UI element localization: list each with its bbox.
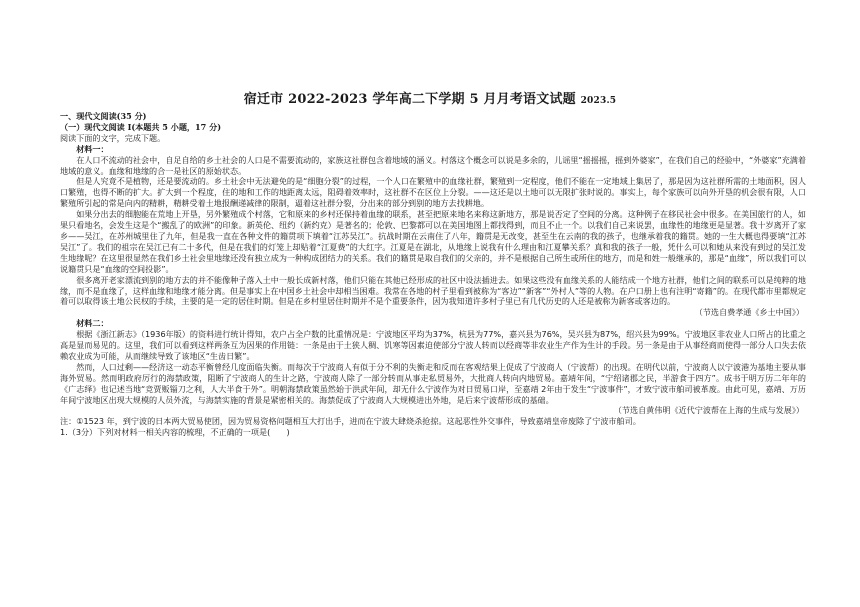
instruction-text: 阅读下面的文字，完成下题。 [60, 132, 166, 143]
material2-label: 材料二： [76, 318, 109, 329]
material2-source: （节选自黄伟明《近代宁波帮在上海的生成与发展》） [613, 405, 804, 416]
footnote: 注：①1523 年，到宁波的日本两大贸易使团，因为贸易资格问题相互大打出手，进而在宁波大肆烧杀抢掠。这起恶性外交事件，导致嘉靖皇帝废除了宁波市舶司。 [60, 416, 641, 427]
subsection-heading: （一）现代文阅读 I(本题共 5 小题，17 分) [60, 121, 222, 132]
material1-paragraph-2: 但是人究竟不是植物，还是要流动的。乡土社会中无法避免的是“细胞分裂”的过程，一个人口在繁殖中的血缘社群，繁殖到一定程度，他们不能在一定地域上集居了，那是因为这社群所需的土地面积，因人口繁殖，也得不断的扩大。扩大到一个程度，住的地和工作的地距离太远，阻碍着效率时，这社群不在区位上分裂。——这还是以土地可以无限扩张时说的。事实上，每个家族可以向外开垦的机会很有限，人口繁殖所引起的常是向内的精耕，精耕受着土地报酬递减律的限制，逼着这社群分裂，分出来的部分到别的地方去找耕地。 [60, 176, 806, 209]
material1-paragraph-1: 在人口不流动的社会中，自足自给的乡土社会的人口是不需要流动的，家族这社群包含着地域的涵义。村落这个概念可以说是多余的，儿谣里“摇摇摇，摇到外婆家”，在我们自己的经验中，“外婆家”充满着地域的意义。血缘和地缘的合一是社区的原始状态。 [60, 154, 806, 176]
material2-paragraph-1: 根据《浙江新志》（1936年版）的资料进行统计得知，农户占全户数的比重情况是：宁波地区平均为37%，杭县为77%，嘉兴县为76%，吴兴县为87%，绍兴县为99%。宁波地区非农业人口所占的比重之高是显而易见的。这里，我们可以看到这样两条互为因果的作用链：一条是由于土狭人稠、饥寒等因素迫使部分宁波人转而以经商等非农业生产作为生计的手段。另一条是由于从事经商而使得一部分人口失去依赖农业成为可能，从而继续导致了该地区“生齿日繁”。 [60, 329, 806, 361]
title-date: 2023.5 [580, 96, 617, 106]
material1-paragraph-4: 很多离开老家漂流到别的地方去的并不能像种子落入土中一般长成新村落，他们只能在其他已经形成的社区中设法插进去。如果这些没有血缘关系的人能结成一个地方社群，他们之间的联系可以是纯粹的地缘，而不是血缘了，这样血缘和地缘才能分离。但是事实上在中国乡土社会中却相当困难。我常在各地的村子里看到被称为“客边”“新客”“外村人”等的人物。在户口册上也有注明“寄籍”的。在现代都市里都规定着可以取得该土地公民权的手续，主要的是一定的居住时期。但是在乡村里居住时期并不是个重要条件，因为我知道许多村子里已有几代历史的人还是被称为新客或客边的。 [60, 274, 806, 307]
document-body [60, 111, 806, 438]
material1-label: 材料一： [76, 143, 109, 154]
document-title [0, 88, 860, 107]
section-heading: 一、现代文阅读(35 分) [60, 111, 147, 121]
title-text: 宿迁市 2022-2023 学年高二下学期 5 月月考语文试题 [243, 92, 576, 107]
material1-paragraph-3: 如果分出去的细胞能在荒地上开垦，另外繁殖成个村落，它和原来的乡村还保持着血缘的联系，甚至把原来地名来称这新地方，那是说否定了空间的分离。这种例子在移民社会中很多。在美国旅行的人，如果只看地名，会发生这是个“搬乱了的欧洲”的印象。新英伦、纽约（新约克）是著名的；伦敦、巴黎都可以在美国地图上都找得到，而且不止一个。以我们自己来说罢，血缘性的地缘更是显著。我十岁离开了家乡——吴江，在苏州城里住了九年，但是我一直在各种文件的籍贯项下填着“江苏吴江”。抗战时期在云南住了八年，籍贯是无改变，甚至生在云南的我的孩子，也继承着我的籍贯。她的一生大概也得要填“江苏吴江”了。我们的祖宗在吴江已有二十多代，但是在我们的灯笼上却贴着“江夏费”的大红字。江夏是在湖北，从地缘上说我有什么理由和江夏攀关系？真和我的孩子一般，凭什么可以和她从来没有到过的吴江发生地缘呢？在这里很显然在我们乡土社会里地缘还没有独立成为一种构成团结力的关系。我们的籍贯是取自我们的父亲的，并不是根据自己所生或所住的地方，而是和姓一般继承的，那是“血缘”，所以我们可以说籍贯只是“血缘的空间投影”。 [60, 209, 806, 274]
material2-paragraph-2: 然而，人口过剩——经济这一动态平衡曾经几度面临失衡。而每次于宁波商人有似于分不利的失衡走和反而在客观结果上促成了宁波商人（宁波帮）的出现。在明代以前，宁波商人以宁波港为基地主要从事海外贸易。然而明政府厉行的海禁政策，阻断了宁波商人的生计之路，宁波商人除了一部分转而从事走私贸易外，大批商人转向内地贸易。嘉靖年间，“宁绍诸郡之民，半游食于四方”。成书于明万历二年年的《广志绎》也记述当地“竞贾贩锱刀之利，人大半食于外”。明朝海禁政策虽然始于洪武年间，却无什么宁波作为对日贸易口岸，至嘉靖 2年由于发生“宁波事件”，才致宁波市舶司被革废。由此可见，嘉靖、万历年间宁波地区出现大规模的人员外流，与海禁实施的背景是紧密相关的。海禁促成了宁波商人大规模进出外地，是后来宁波帮形成的基础。 [60, 361, 806, 405]
question-1: 1.（3分）下列对材料一相关内容的梳理，不正确的一项是( ) [60, 427, 290, 438]
material1-source: （节选自费孝通《乡土中国》） [694, 307, 804, 318]
